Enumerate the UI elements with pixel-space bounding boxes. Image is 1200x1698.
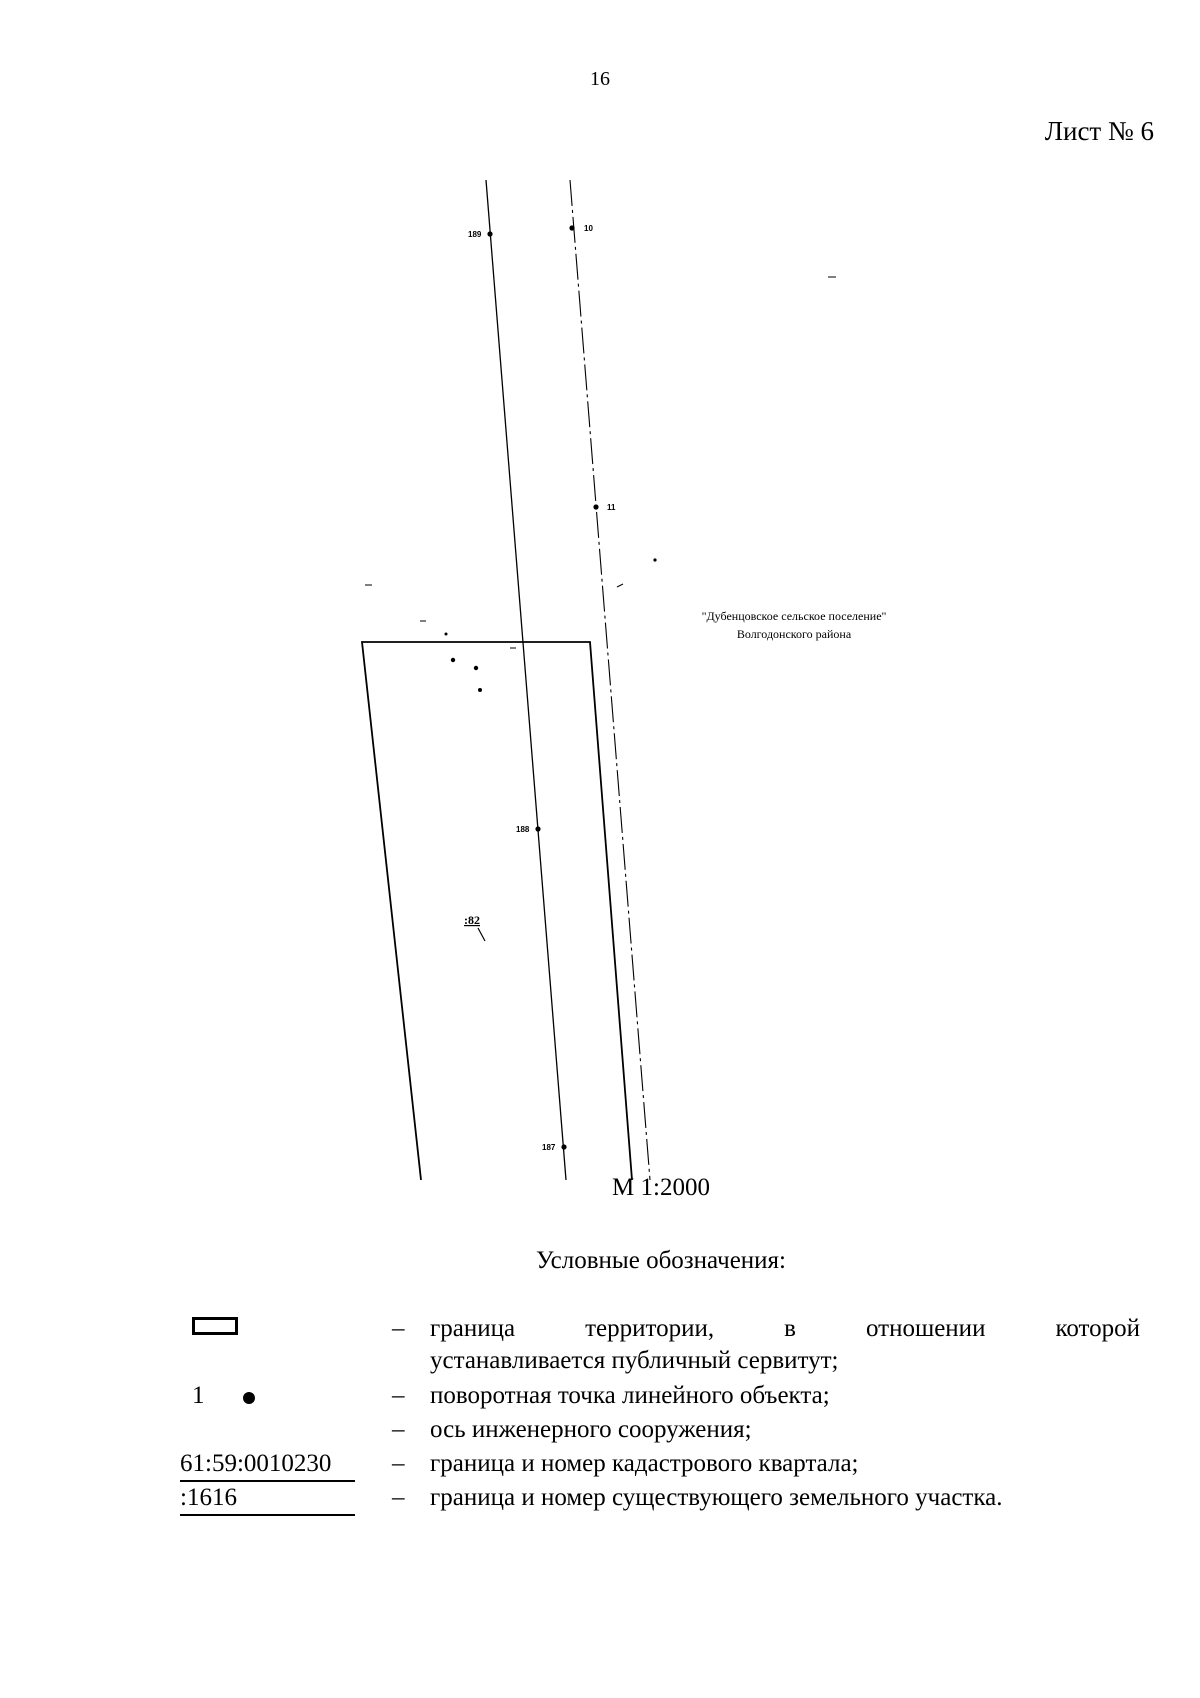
legend-item-cadastral-quarter [180, 1448, 1140, 1480]
point-label-11: 11 [607, 503, 616, 512]
scan-mark [478, 688, 482, 692]
cadastral-quarter-number: 61:59:0010230 [180, 1448, 355, 1482]
legend-text: поворотная точка линейного объекта; [430, 1382, 830, 1409]
legend-item-turning-point [180, 1380, 1140, 1412]
scan-mark [617, 584, 623, 587]
scan-mark [474, 666, 478, 670]
page-number: 16 [590, 68, 610, 90]
legend-dash: – [392, 1315, 405, 1342]
legend-symbol [180, 1482, 355, 1514]
turning-point-187 [561, 1144, 566, 1149]
legend-text: ось инженерного сооружения; [430, 1416, 752, 1443]
servitude-boundary [362, 642, 632, 1180]
district-name: Волгодонского района [736, 627, 852, 641]
land-parcel-number: :1616 [180, 1482, 355, 1516]
map-scale: М 1:2000 [612, 1174, 710, 1201]
legend-dash: – [392, 1382, 405, 1409]
point-label-10: 10 [584, 224, 593, 233]
scan-mark [653, 558, 656, 561]
turning-point-189 [487, 231, 492, 236]
cadastral-quarter-line [486, 180, 566, 1180]
legend-dash: – [392, 1450, 405, 1477]
legend-dash: – [392, 1484, 405, 1511]
point-dot-icon [243, 1392, 255, 1404]
sheet-label: Лист № 6 [1044, 116, 1154, 146]
parcel-leader-line [478, 928, 485, 941]
rectangle-symbol-icon [192, 1317, 238, 1335]
point-label-187: 187 [542, 1143, 556, 1152]
legend-symbol [180, 1448, 355, 1480]
scan-mark [445, 633, 448, 636]
legend-symbol [180, 1414, 355, 1446]
legend-item-engineering-axis [180, 1414, 1140, 1446]
settlement-name: "Дубенцовское сельское поселение" [701, 609, 887, 623]
legend-item-servitude-boundary [180, 1313, 1140, 1377]
engineering-axis-line [570, 180, 650, 1180]
turning-point-188 [535, 826, 540, 831]
legend-symbol [180, 1313, 355, 1345]
point-number-symbol: 1 [192, 1382, 205, 1409]
legend-title: Условные обозначения: [535, 1247, 787, 1274]
scan-mark [451, 658, 455, 662]
legend-item-land-parcel [180, 1482, 1140, 1514]
turning-point-10 [569, 225, 574, 230]
legend-symbol [180, 1380, 355, 1412]
legend-text-continuation: устанавливается публичный сервитут; [430, 1347, 839, 1374]
legend-dash: – [392, 1416, 405, 1443]
legend-text: граница и номер существующего земельного участка. [430, 1484, 1003, 1511]
point-label-188: 188 [516, 825, 530, 834]
parcel-label: :82 [464, 913, 480, 927]
turning-point-11 [593, 504, 598, 509]
cadastral-map [0, 160, 1200, 1180]
legend-text: граница территории, в отношении которой [430, 1315, 1140, 1342]
point-label-189: 189 [468, 230, 482, 239]
legend-text: граница и номер кадастрового квартала; [430, 1450, 859, 1477]
